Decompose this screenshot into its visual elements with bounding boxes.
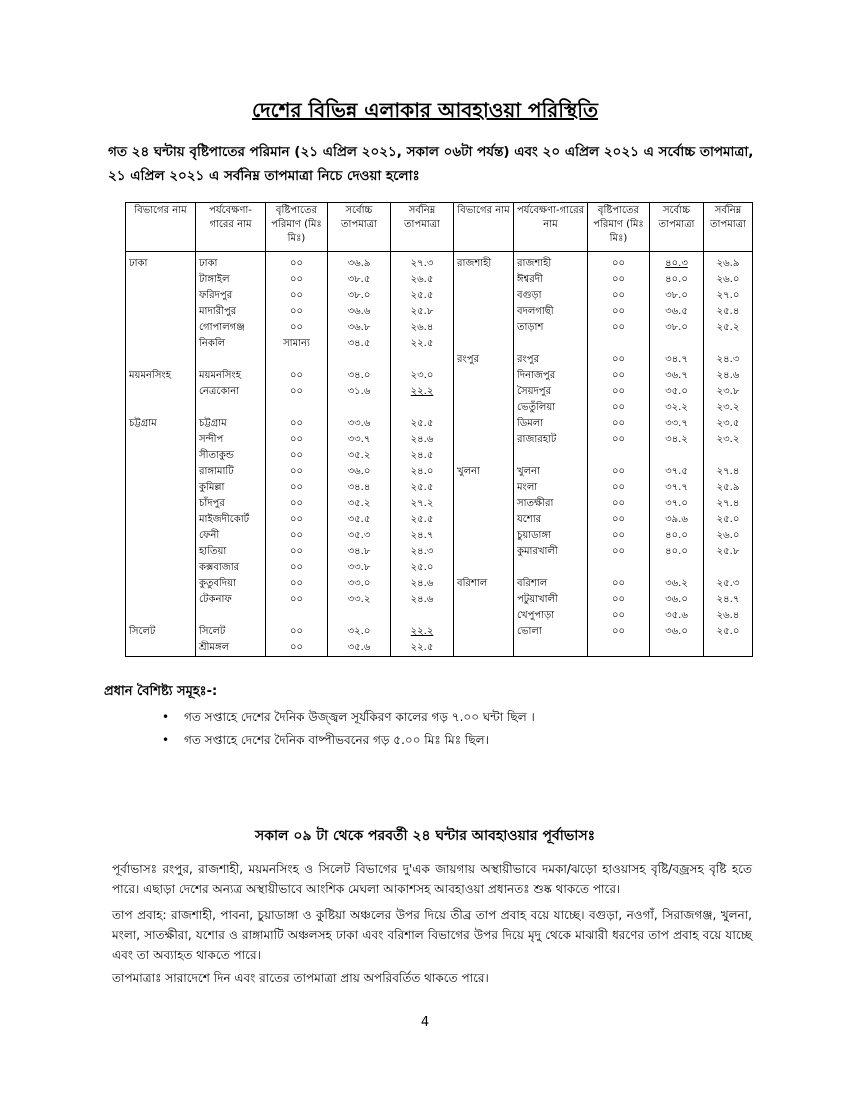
table-cell: মাইজদীকোর্ট: [196, 512, 266, 528]
table-cell: [514, 560, 588, 576]
table-cell: ময়মনসিংহ: [126, 368, 196, 384]
table-row: [126, 464, 753, 480]
table-cell: ২৫.৩: [704, 576, 753, 592]
table-cell: [454, 560, 514, 576]
table-cell: ২৬.০: [704, 528, 753, 544]
table-row: [126, 400, 753, 416]
table-cell: ২৫.৫: [391, 288, 454, 304]
table-cell: ২৬.৫: [391, 272, 454, 288]
table-cell: ২৫.০: [704, 512, 753, 528]
table-cell: [514, 336, 588, 352]
table-cell: ঢাকা: [126, 252, 196, 273]
table-cell: ০০: [266, 448, 328, 464]
table-cell: [126, 448, 196, 464]
table-cell: ০০: [266, 464, 328, 480]
table-row: [126, 512, 753, 528]
table-cell: ২৭.৪: [704, 496, 753, 512]
table-cell: ০০: [266, 544, 328, 560]
feature-item: • গত সপ্তাহে দেশের দৈনিক উজ্জ্বল সূর্যকিরণ কালের গড় ৭.০০ ঘন্টা ছিল ।: [184, 706, 535, 729]
table-cell: [454, 400, 514, 416]
table-cell: নেত্রকোনা: [196, 384, 266, 400]
table-cell: [126, 432, 196, 448]
table-cell: [126, 272, 196, 288]
table-cell: [454, 320, 514, 336]
table-cell: ৩৫.২: [328, 496, 391, 512]
table-cell: ২৪.৬: [391, 576, 454, 592]
table-cell: [126, 608, 196, 624]
table-cell: ৪০.০: [650, 544, 704, 560]
table-cell: সিলেট: [196, 624, 266, 640]
table-cell: খুলনা: [454, 464, 514, 480]
weather-table: [125, 202, 753, 657]
table-cell: [126, 496, 196, 512]
table-cell: ৩৪.৪: [328, 480, 391, 496]
page-title: দেশের বিভিন্ন এলাকার আবহাওয়া পরিস্থিতি: [251, 98, 598, 122]
table-cell: ২৫.৮: [391, 304, 454, 320]
table-cell: শ্রীমঙ্গল: [196, 640, 266, 657]
table-cell: ২৪.৫: [391, 448, 454, 464]
table-cell: ৩৪.৫: [328, 336, 391, 352]
table-cell: [266, 400, 328, 416]
table-cell: [126, 576, 196, 592]
table-cell: ০০: [588, 544, 650, 560]
table-cell: বগুড়া: [514, 288, 588, 304]
table-cell: [126, 560, 196, 576]
table-cell: রাজশাহী: [514, 252, 588, 273]
table-cell: [266, 352, 328, 368]
table-cell: [514, 640, 588, 657]
table-cell: ৩৯.৬: [650, 512, 704, 528]
table-cell: ২৪.৬: [391, 432, 454, 448]
column-header: সর্বনিম্ন তাপমাত্রা: [391, 203, 454, 252]
table-row: [126, 640, 753, 657]
table-cell: ২৫.৮: [704, 544, 753, 560]
table-cell: ০০: [588, 480, 650, 496]
table-row: [126, 560, 753, 576]
table-row: [126, 336, 753, 352]
table-cell: ৩৬.০: [650, 624, 704, 640]
table-row: [126, 592, 753, 608]
table-cell: ৩৬.৯: [328, 252, 391, 273]
table-cell: [196, 352, 266, 368]
table-cell: [454, 384, 514, 400]
table-cell: ৩১.৬: [328, 384, 391, 400]
table-row: [126, 272, 753, 288]
table-cell: ০০: [588, 368, 650, 384]
table-cell: ২৩.৮: [704, 384, 753, 400]
table-cell: [454, 544, 514, 560]
table-cell: [126, 464, 196, 480]
table-cell: [328, 400, 391, 416]
table-cell: ০০: [266, 272, 328, 288]
table-cell: ৩৩.৭: [328, 432, 391, 448]
table-cell: ০০: [588, 528, 650, 544]
table-cell: ০০: [588, 272, 650, 288]
table-cell: ভোলা: [514, 624, 588, 640]
table-cell: বরিশাল: [454, 576, 514, 592]
table-cell: ০০: [266, 480, 328, 496]
table-cell: ৩৭.৭: [650, 480, 704, 496]
table-cell: ডিমলা: [514, 416, 588, 432]
table-cell: ৩৪.৭: [650, 352, 704, 368]
table-cell: [126, 352, 196, 368]
table-cell: ৩৫.৬: [328, 640, 391, 657]
table-cell: [126, 528, 196, 544]
table-cell: পটুয়াখালী: [514, 592, 588, 608]
column-header: সর্বোচ্চ তাপমাত্রা: [650, 203, 704, 252]
table-cell: [704, 448, 753, 464]
table-row: [126, 448, 753, 464]
table-cell: খুলনা: [514, 464, 588, 480]
table-cell: নিকলি: [196, 336, 266, 352]
table-cell: ০০: [266, 288, 328, 304]
table-cell: ৩৫.৫: [328, 512, 391, 528]
table-cell: ফরিদপুর: [196, 288, 266, 304]
table-cell: চাঁদপুর: [196, 496, 266, 512]
table-cell: ০০: [266, 624, 328, 640]
table-cell: ০০: [266, 528, 328, 544]
table-cell: ২৬.৯: [704, 252, 753, 273]
column-header: বৃষ্টিপাতের পরিমাণ (মিঃ মিঃ): [266, 203, 328, 252]
table-cell: গোপালগঞ্জ: [196, 320, 266, 336]
table-cell: ০০: [588, 304, 650, 320]
table-cell: ৩৬.৬: [328, 304, 391, 320]
table-cell: [126, 592, 196, 608]
table-cell: [126, 400, 196, 416]
table-cell: ০০: [588, 416, 650, 432]
table-header-row: [126, 203, 753, 252]
table-cell: ০০: [266, 304, 328, 320]
column-header: সর্বোচ্চ তাপমাত্রা: [328, 203, 391, 252]
table-cell: ০০: [588, 512, 650, 528]
table-cell: ২৭.৩: [391, 252, 454, 273]
table-cell: [454, 304, 514, 320]
table-cell: ০০: [588, 608, 650, 624]
table-cell: রাজারহাট: [514, 432, 588, 448]
table-cell: ২৫.৫: [391, 416, 454, 432]
table-cell: ২৬.৪: [391, 320, 454, 336]
table-cell: [391, 400, 454, 416]
table-cell: ২২.৫: [391, 640, 454, 657]
table-cell: সাতক্ষীরা: [514, 496, 588, 512]
intro-text: গত ২৪ ঘন্টায় বৃষ্টিপাতের পরিমান (২১ এপ্রিল ২০২১, সকাল ০৬টা পর্যন্ত) এবং ২০ এপ্রিল ২০২১ এ সর্বোচ্চ তাপমাত্রা, ২১ এপ্রিল ২০২১ এ সর্বনিম্ন তাপমাত্রা নিচে দেওয়া হলোঃ: [108, 144, 754, 184]
table-cell: কুমারখালী: [514, 544, 588, 560]
table-cell: ফেনী: [196, 528, 266, 544]
table-cell: টাঙ্গাইল: [196, 272, 266, 288]
table-row: [126, 352, 753, 368]
table-cell: রাঙ্গামাটি: [196, 464, 266, 480]
table-cell: ৩৬.৭: [650, 368, 704, 384]
table-cell: ৩৩.০: [328, 576, 391, 592]
column-header: বৃষ্টিপাতের পরিমাণ (মিঃ মিঃ): [588, 203, 650, 252]
page-number: 4: [420, 1015, 430, 1030]
table-cell: [126, 512, 196, 528]
table-cell: ০০: [266, 368, 328, 384]
table-cell: ৩৩.৬: [328, 416, 391, 432]
table-cell: ২৭.০: [704, 288, 753, 304]
table-cell: [126, 288, 196, 304]
table-cell: ৪০.৩: [650, 252, 704, 273]
table-cell: [454, 416, 514, 432]
table-cell: [196, 400, 266, 416]
table-cell: ৩৩.২: [328, 592, 391, 608]
table-cell: ২৪.৭: [391, 528, 454, 544]
table-cell: ০০: [266, 416, 328, 432]
table-cell: ২৪.৩: [704, 352, 753, 368]
table-cell: ২৪.৭: [704, 592, 753, 608]
table-cell: [454, 496, 514, 512]
table-row: [126, 368, 753, 384]
table-cell: ০০: [588, 352, 650, 368]
table-cell: ২৫.৫: [391, 512, 454, 528]
column-header: পর্যবেক্ষণা-গারের নাম: [514, 203, 588, 252]
table-cell: [588, 560, 650, 576]
table-cell: বরিশাল: [514, 576, 588, 592]
table-cell: [126, 320, 196, 336]
table-cell: [454, 608, 514, 624]
table-cell: ০০: [266, 560, 328, 576]
table-row: [126, 544, 753, 560]
table-cell: ০০: [588, 496, 650, 512]
table-cell: [588, 640, 650, 657]
table-cell: [266, 608, 328, 624]
table-row: [126, 432, 753, 448]
table-cell: সিলেট: [126, 624, 196, 640]
table-cell: [454, 336, 514, 352]
table-cell: ০০: [588, 288, 650, 304]
table-row: [126, 304, 753, 320]
table-cell: ০০: [588, 432, 650, 448]
table-cell: ৩৬.০: [650, 592, 704, 608]
table-cell: ৩৮.০: [650, 288, 704, 304]
table-row: [126, 320, 753, 336]
table-cell: কুমিল্লা: [196, 480, 266, 496]
table-body: [126, 252, 753, 657]
temperature-paragraph: তাপমাত্রাঃ সারাদেশে দিন এবং রাতের তাপমাত্রা প্রায় অপরিবর্তিত থাকতে পারে।: [112, 971, 489, 985]
column-header: পর্যবেক্ষণা-গারের নাম: [196, 203, 266, 252]
table-cell: ২৫.৯: [704, 480, 753, 496]
table-cell: হাতিয়া: [196, 544, 266, 560]
table-cell: ৩৭.০: [650, 496, 704, 512]
table-cell: ২২.৫: [391, 336, 454, 352]
table-row: [126, 496, 753, 512]
table-cell: ২৬.৪: [704, 608, 753, 624]
table-cell: ৩৬.০: [328, 464, 391, 480]
table-cell: যশোর: [514, 512, 588, 528]
table-cell: ০০: [266, 592, 328, 608]
table-cell: ৩৪.৮: [328, 544, 391, 560]
table-cell: কুতুবদিয়া: [196, 576, 266, 592]
table-cell: বদলগাছী: [514, 304, 588, 320]
table-cell: ০০: [266, 576, 328, 592]
table-cell: ৩৩.৮: [328, 560, 391, 576]
table-cell: [454, 272, 514, 288]
table-cell: কক্সবাজার: [196, 560, 266, 576]
features-list: [184, 706, 535, 752]
table-cell: ৩৫.৩: [328, 528, 391, 544]
table-cell: [650, 640, 704, 657]
table-cell: [650, 336, 704, 352]
table-cell: ২২.২: [391, 384, 454, 400]
table-cell: মাদারীপুর: [196, 304, 266, 320]
table-cell: ৪০.০: [650, 272, 704, 288]
table-cell: ভেতুঁলিয়া: [514, 400, 588, 416]
table-cell: সামান্য: [266, 336, 328, 352]
table-cell: [704, 560, 753, 576]
table-cell: ৩২.০: [328, 624, 391, 640]
table-cell: ঢাকা: [196, 252, 266, 273]
feature-item: • গত সপ্তাহে দেশের দৈনিক বাষ্পীভবনের গড় ৫.০০ মিঃ মিঃ ছিল।: [184, 729, 535, 752]
table-cell: ২৪.৬: [391, 592, 454, 608]
table-cell: ৩৫.২: [328, 448, 391, 464]
table-cell: রংপুর: [514, 352, 588, 368]
table-cell: দিনাজপুর: [514, 368, 588, 384]
table-cell: [454, 512, 514, 528]
column-header: বিভাগের নাম: [454, 203, 514, 252]
table-cell: [650, 560, 704, 576]
table-cell: [126, 640, 196, 657]
table-cell: সীতাকুন্ড: [196, 448, 266, 464]
table-cell: [454, 640, 514, 657]
table-cell: সন্দীপ: [196, 432, 266, 448]
table-cell: সৈয়দপুর: [514, 384, 588, 400]
table-cell: ২৫.৪: [704, 304, 753, 320]
table-cell: ২৭.২: [391, 496, 454, 512]
table-cell: চুয়াডাঙ্গা: [514, 528, 588, 544]
table-cell: ২২.২: [391, 624, 454, 640]
table-cell: ২৪.০: [391, 464, 454, 480]
table-cell: [454, 480, 514, 496]
forecast-paragraph: পূর্বাভাসঃ রংপুর, রাজশাহী, ময়মনসিংহ ও সিলেট বিভাগের দু'এক জায়গায় অস্থায়ীভাবে দমকা/ঝড়ো হাওয়াসহ বৃষ্টি/বজ্রসহ বৃষ্টি হতে পারে। এছাড়া দেশের অন্যত্র অস্থায়ীভাবে আংশিক মেঘলা আকাশসহ আবহাওয়া প্রধানতঃ শুষ্ক থাকতে পারে।: [112, 862, 752, 896]
table-cell: ময়মনসিংহ: [196, 368, 266, 384]
table-cell: রংপুর: [454, 352, 514, 368]
table-cell: ৩৬.৮: [328, 320, 391, 336]
table-cell: ৩৪.২: [650, 432, 704, 448]
table-cell: [196, 608, 266, 624]
table-row: [126, 624, 753, 640]
column-header: বিভাগের নাম: [126, 203, 196, 252]
table-cell: ৩৬.২: [650, 576, 704, 592]
table-cell: ০০: [266, 512, 328, 528]
table-row: [126, 288, 753, 304]
table-row: [126, 252, 753, 273]
table-cell: ৩৭.৫: [650, 464, 704, 480]
table-cell: ০০: [588, 576, 650, 592]
table-cell: [328, 352, 391, 368]
table-cell: ০০: [588, 624, 650, 640]
table-cell: ২৪.৩: [391, 544, 454, 560]
table-cell: ০০: [588, 592, 650, 608]
table-cell: ৩২.২: [650, 400, 704, 416]
table-cell: ৩৪.০: [328, 368, 391, 384]
table-cell: ৩৮.০: [650, 320, 704, 336]
table-cell: ২৬.০: [704, 272, 753, 288]
table-cell: ৩৬.৫: [650, 304, 704, 320]
table-cell: ০০: [266, 496, 328, 512]
table-cell: ২৫.০: [704, 624, 753, 640]
table-cell: [126, 480, 196, 496]
table-cell: চট্টগ্রাম: [196, 416, 266, 432]
table-cell: ৩৫.৬: [650, 608, 704, 624]
table-cell: ২৩.২: [704, 432, 753, 448]
table-cell: [704, 640, 753, 657]
table-cell: [126, 304, 196, 320]
table-cell: ২৫.৫: [391, 480, 454, 496]
table-cell: [454, 432, 514, 448]
table-cell: ২৩.২: [704, 400, 753, 416]
table-cell: ০০: [266, 640, 328, 657]
table-cell: ০০: [588, 384, 650, 400]
table-cell: ০০: [588, 400, 650, 416]
table-cell: ০০: [266, 252, 328, 273]
table-cell: ০০: [588, 252, 650, 273]
table-cell: ২৪.৬: [704, 368, 753, 384]
table-row: [126, 384, 753, 400]
table-cell: [454, 624, 514, 640]
table-cell: [454, 528, 514, 544]
table-cell: [588, 448, 650, 464]
table-cell: ঈশ্বরদী: [514, 272, 588, 288]
table-cell: খেপুপাড়া: [514, 608, 588, 624]
table-cell: ৩৩.৭: [650, 416, 704, 432]
heatwave-paragraph: তাপ প্রবাহ: রাজশাহী, পাবনা, চুয়াডাঙ্গা ও কুষ্টিয়া অঞ্চলের উপর দিয়ে তীব্র তাপ প্রবাহ বয়ে যাচ্ছে। বগুড়া, নওগাঁ, সিরাজগঞ্জ, খুলনা, মংলা, সাতক্ষীরা, যশোর ও রাঙ্গামাটি অঞ্চলসহ ঢাকা এবং বরিশাল বিভাগের উপর দিয়ে মৃদু থেকে মাঝারী ধরণের তাপ প্রবাহ বয়ে যাচ্ছে এবং তা অব্যাহত থাকতে পারে।: [112, 908, 752, 962]
table-cell: টেকনাফ: [196, 592, 266, 608]
table-cell: [391, 352, 454, 368]
table-cell: [126, 384, 196, 400]
table-cell: ২৭.৪: [704, 464, 753, 480]
table-cell: [514, 448, 588, 464]
table-cell: [454, 288, 514, 304]
table-cell: ০০: [588, 320, 650, 336]
table-cell: [391, 608, 454, 624]
table-cell: তাড়াশ: [514, 320, 588, 336]
table-cell: ৪০.০: [650, 528, 704, 544]
table-cell: [328, 608, 391, 624]
table-row: [126, 608, 753, 624]
forecast-title: সকাল ০৯ টা থেকে পরবর্তী ২৪ ঘন্টার আবহাওয়ার পূর্বাভাসঃ: [254, 828, 596, 844]
table-cell: রাজশাহী: [454, 252, 514, 273]
table-cell: [704, 336, 753, 352]
table-cell: ০০: [588, 464, 650, 480]
table-cell: [650, 448, 704, 464]
table-row: [126, 416, 753, 432]
table-cell: ২৩.০: [391, 368, 454, 384]
table-cell: [454, 592, 514, 608]
table-cell: ০০: [266, 384, 328, 400]
table-cell: ২৩.৫: [704, 416, 753, 432]
table-cell: ৩৮.৫: [328, 272, 391, 288]
column-header: সর্বনিম্ন তাপমাত্রা: [704, 203, 753, 252]
table-cell: চট্টগ্রাম: [126, 416, 196, 432]
table-cell: [588, 336, 650, 352]
table-cell: [126, 544, 196, 560]
table-cell: ৩৫.০: [650, 384, 704, 400]
table-row: [126, 480, 753, 496]
table-cell: [126, 336, 196, 352]
table-cell: ২৫.২: [704, 320, 753, 336]
table-cell: [454, 368, 514, 384]
table-row: [126, 528, 753, 544]
table-cell: [454, 448, 514, 464]
table-cell: ৩৮.০: [328, 288, 391, 304]
table-cell: ০০: [266, 320, 328, 336]
table-cell: ০০: [266, 432, 328, 448]
table-row: [126, 576, 753, 592]
features-title: প্রধান বৈশিষ্ট্য সমূহঃ-:: [104, 684, 218, 699]
table-cell: ২৫.০: [391, 560, 454, 576]
table-cell: মংলা: [514, 480, 588, 496]
